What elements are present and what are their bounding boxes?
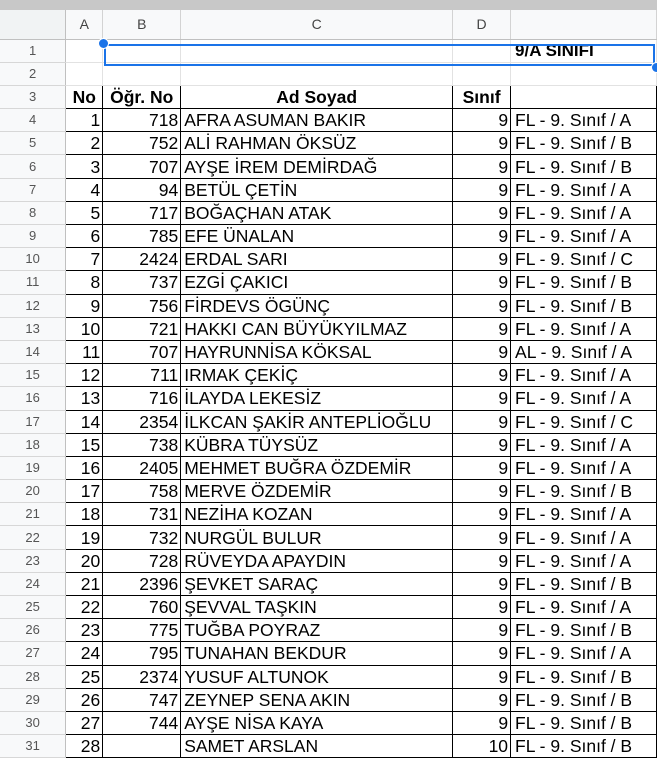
- cell[interactable]: [181, 39, 453, 62]
- cell-ogr-no[interactable]: 711: [103, 364, 181, 387]
- table-row: [0, 340, 657, 363]
- row-header[interactable]: 20: [0, 480, 66, 503]
- header-cell-empty[interactable]: [511, 85, 657, 108]
- cell-sinif[interactable]: 9: [453, 317, 511, 340]
- cell-ad-soyad[interactable]: ŞEVVAL TAŞKIN: [181, 596, 453, 619]
- row-header[interactable]: 10: [0, 248, 66, 271]
- cell[interactable]: [66, 62, 103, 85]
- row-header[interactable]: 6: [0, 155, 66, 178]
- cell[interactable]: [453, 39, 511, 62]
- sheet-table: [0, 10, 657, 758]
- cell-no[interactable]: 24: [66, 642, 103, 665]
- header-cell-ad-soyad[interactable]: Ad Soyad: [181, 85, 453, 108]
- row-header[interactable]: 31: [0, 735, 66, 758]
- cell-ad-soyad[interactable]: BOĞAÇHAN ATAK: [181, 201, 453, 224]
- cell-group[interactable]: FL - 9. Sınıf / A: [511, 456, 657, 479]
- cell-ad-soyad[interactable]: AFRA ASUMAN BAKIR: [181, 109, 453, 132]
- cell-group[interactable]: FL - 9. Sınıf / C: [511, 410, 657, 433]
- cell-ad-soyad[interactable]: EFE ÜNALAN: [181, 225, 453, 248]
- cell-ad-soyad[interactable]: NEZİHA KOZAN: [181, 503, 453, 526]
- cell-sinif[interactable]: 9: [453, 572, 511, 595]
- cell-ogr-no[interactable]: 744: [103, 711, 181, 734]
- cell-no[interactable]: 17: [66, 480, 103, 503]
- toolbar-edge: [0, 0, 657, 10]
- table-row: [0, 155, 657, 178]
- cell-sinif[interactable]: 9: [453, 688, 511, 711]
- row-header[interactable]: 25: [0, 596, 66, 619]
- cell-sinif[interactable]: 9: [453, 387, 511, 410]
- cell-ad-soyad[interactable]: IRMAK ÇEKİÇ: [181, 364, 453, 387]
- cell-ad-soyad[interactable]: RÜVEYDA APAYDIN: [181, 549, 453, 572]
- table-row: [0, 735, 657, 758]
- cell-group[interactable]: FL - 9. Sınıf / B: [511, 711, 657, 734]
- cell-no[interactable]: 12: [66, 364, 103, 387]
- cell-sinif[interactable]: 9: [453, 225, 511, 248]
- cell-no[interactable]: 16: [66, 456, 103, 479]
- table-row: [0, 271, 657, 294]
- cell-ad-soyad[interactable]: ALİ RAHMAN ÖKSÜZ: [181, 132, 453, 155]
- cell-ad-soyad[interactable]: MEHMET BUĞRA ÖZDEMİR: [181, 456, 453, 479]
- cell-ad-soyad[interactable]: FİRDEVS ÖGÜNÇ: [181, 294, 453, 317]
- cell-ogr-no[interactable]: 2424: [103, 248, 181, 271]
- cell-ogr-no[interactable]: 717: [103, 201, 181, 224]
- cell-no[interactable]: 25: [66, 665, 103, 688]
- column-header-a[interactable]: A: [66, 10, 103, 39]
- cell-no[interactable]: 8: [66, 271, 103, 294]
- cell-ad-soyad[interactable]: MERVE ÖZDEMİR: [181, 480, 453, 503]
- cell-group[interactable]: FL - 9. Sınıf / A: [511, 201, 657, 224]
- row-header[interactable]: 5: [0, 132, 66, 155]
- cell-group[interactable]: FL - 9. Sınıf / A: [511, 364, 657, 387]
- cell-ogr-no[interactable]: 756: [103, 294, 181, 317]
- cell-ogr-no[interactable]: 721: [103, 317, 181, 340]
- row-header[interactable]: 18: [0, 433, 66, 456]
- cell-sinif[interactable]: 9: [453, 201, 511, 224]
- row-header[interactable]: 28: [0, 665, 66, 688]
- row-header[interactable]: 11: [0, 271, 66, 294]
- row-header[interactable]: 29: [0, 688, 66, 711]
- cell-ad-soyad[interactable]: TUĞBA POYRAZ: [181, 619, 453, 642]
- row-header[interactable]: 21: [0, 503, 66, 526]
- cell-ogr-no[interactable]: 707: [103, 155, 181, 178]
- table-row: [0, 225, 657, 248]
- cell-sinif[interactable]: 9: [453, 503, 511, 526]
- cell-ogr-no[interactable]: 752: [103, 132, 181, 155]
- row-header[interactable]: 30: [0, 711, 66, 734]
- cell-group[interactable]: AL - 9. Sınıf / A: [511, 340, 657, 363]
- cell-sinif[interactable]: 10: [453, 735, 511, 758]
- row-header[interactable]: 13: [0, 317, 66, 340]
- cell[interactable]: [103, 39, 181, 62]
- cell-no[interactable]: 1: [66, 109, 103, 132]
- cell-ogr-no[interactable]: 2396: [103, 572, 181, 595]
- cell-group[interactable]: FL - 9. Sınıf / A: [511, 225, 657, 248]
- row-header[interactable]: 2: [0, 62, 66, 85]
- column-header-d[interactable]: D: [453, 10, 511, 39]
- cell-ad-soyad[interactable]: ERDAL SARI: [181, 248, 453, 271]
- row-header[interactable]: 3: [0, 85, 66, 108]
- row-header[interactable]: 26: [0, 619, 66, 642]
- cell-ad-soyad[interactable]: İLKCAN ŞAKİR ANTEPLİOĞLU: [181, 410, 453, 433]
- table-row: [0, 549, 657, 572]
- cell-group[interactable]: FL - 9. Sınıf / A: [511, 526, 657, 549]
- cell-no[interactable]: 6: [66, 225, 103, 248]
- cell-ogr-no[interactable]: 747: [103, 688, 181, 711]
- cell-ogr-no[interactable]: 2354: [103, 410, 181, 433]
- cell-group[interactable]: FL - 9. Sınıf / C: [511, 248, 657, 271]
- cell-ad-soyad[interactable]: YUSUF ALTUNOK: [181, 665, 453, 688]
- table-row: [0, 109, 657, 132]
- cell-no[interactable]: 27: [66, 711, 103, 734]
- cell-sinif[interactable]: 9: [453, 619, 511, 642]
- row-header[interactable]: 14: [0, 340, 66, 363]
- cell-no[interactable]: 9: [66, 294, 103, 317]
- cell[interactable]: [511, 62, 657, 85]
- cell-sinif[interactable]: 9: [453, 665, 511, 688]
- cell-no[interactable]: 2: [66, 132, 103, 155]
- cell[interactable]: [181, 62, 453, 85]
- table-row: [0, 456, 657, 479]
- cell-group[interactable]: FL - 9. Sınıf / A: [511, 433, 657, 456]
- cell-sinif[interactable]: 9: [453, 596, 511, 619]
- table-row: [0, 480, 657, 503]
- header-cell-no[interactable]: No: [66, 85, 103, 108]
- cell-group[interactable]: FL - 9. Sınıf / B: [511, 688, 657, 711]
- cell-ogr-no[interactable]: 732: [103, 526, 181, 549]
- select-all-corner[interactable]: [0, 10, 66, 39]
- cell-ad-soyad[interactable]: HAYRUNNİSA KÖKSAL: [181, 340, 453, 363]
- row-header[interactable]: 7: [0, 178, 66, 201]
- cell-ogr-no[interactable]: 2374: [103, 665, 181, 688]
- cell-ogr-no[interactable]: 737: [103, 271, 181, 294]
- cell-no[interactable]: 4: [66, 178, 103, 201]
- cell-ad-soyad[interactable]: TUNAHAN BEKDUR: [181, 642, 453, 665]
- table-row: [0, 503, 657, 526]
- cell-group[interactable]: FL - 9. Sınıf / B: [511, 155, 657, 178]
- cell-group[interactable]: FL - 9. Sınıf / B: [511, 271, 657, 294]
- table-row: [0, 619, 657, 642]
- cell-group[interactable]: FL - 9. Sınıf / B: [511, 665, 657, 688]
- selection-handle-top-left[interactable]: [98, 38, 109, 49]
- table-row: [0, 665, 657, 688]
- cell-ogr-no[interactable]: 758: [103, 480, 181, 503]
- cell-no[interactable]: 5: [66, 201, 103, 224]
- cell-no[interactable]: 10: [66, 317, 103, 340]
- row-header[interactable]: 8: [0, 201, 66, 224]
- table-row: [0, 201, 657, 224]
- cell-sinif[interactable]: 9: [453, 433, 511, 456]
- cell-ogr-no[interactable]: 707: [103, 340, 181, 363]
- cell-ad-soyad[interactable]: AYŞE İREM DEMİRDAĞ: [181, 155, 453, 178]
- cell-ad-soyad[interactable]: EZGİ ÇAKICI: [181, 271, 453, 294]
- cell-group[interactable]: FL - 9. Sınıf / B: [511, 480, 657, 503]
- cell-group[interactable]: FL - 9. Sınıf / A: [511, 317, 657, 340]
- cell-group[interactable]: FL - 9. Sınıf / B: [511, 294, 657, 317]
- cell-no[interactable]: 22: [66, 596, 103, 619]
- table-row: [0, 387, 657, 410]
- sheet-title-cell[interactable]: 9/A SINIFI: [511, 39, 657, 62]
- row-header[interactable]: 15: [0, 364, 66, 387]
- cell-sinif[interactable]: 9: [453, 642, 511, 665]
- cell-group[interactable]: FL - 9. Sınıf / B: [511, 735, 657, 758]
- row-header[interactable]: 19: [0, 456, 66, 479]
- cell-ogr-no[interactable]: 738: [103, 433, 181, 456]
- column-header-c[interactable]: C: [181, 10, 453, 39]
- row-header[interactable]: 9: [0, 225, 66, 248]
- cell-group[interactable]: FL - 9. Sınıf / A: [511, 596, 657, 619]
- table-row: [0, 364, 657, 387]
- cell-no[interactable]: 21: [66, 572, 103, 595]
- row-header[interactable]: 17: [0, 410, 66, 433]
- cell-group[interactable]: FL - 9. Sınıf / A: [511, 549, 657, 572]
- cell-ogr-no[interactable]: 718: [103, 109, 181, 132]
- cell-sinif[interactable]: 9: [453, 456, 511, 479]
- cell-ad-soyad[interactable]: NURGÜL BULUR: [181, 526, 453, 549]
- row-header[interactable]: 12: [0, 294, 66, 317]
- cell-sinif[interactable]: 9: [453, 155, 511, 178]
- cell-no[interactable]: 11: [66, 340, 103, 363]
- row-header[interactable]: 24: [0, 572, 66, 595]
- cell-no[interactable]: 23: [66, 619, 103, 642]
- row-header[interactable]: 27: [0, 642, 66, 665]
- row-header[interactable]: 1: [0, 39, 66, 62]
- cell-ogr-no[interactable]: 2405: [103, 456, 181, 479]
- cell-ogr-no[interactable]: 795: [103, 642, 181, 665]
- cell-ogr-no[interactable]: 731: [103, 503, 181, 526]
- table-row: [0, 433, 657, 456]
- row-header[interactable]: 22: [0, 526, 66, 549]
- cell-ad-soyad[interactable]: ZEYNEP SENA AKIN: [181, 688, 453, 711]
- cell-no[interactable]: 19: [66, 526, 103, 549]
- cell-group[interactable]: FL - 9. Sınıf / A: [511, 503, 657, 526]
- cell-group[interactable]: FL - 9. Sınıf / A: [511, 642, 657, 665]
- row-header[interactable]: 16: [0, 387, 66, 410]
- cell-ogr-no[interactable]: 785: [103, 225, 181, 248]
- cell-sinif[interactable]: 9: [453, 711, 511, 734]
- cell-ogr-no[interactable]: [103, 735, 181, 758]
- header-cell-sinif[interactable]: Sınıf: [453, 85, 511, 108]
- cell-group[interactable]: FL - 9. Sınıf / A: [511, 178, 657, 201]
- cell-sinif[interactable]: 9: [453, 364, 511, 387]
- cell-ogr-no[interactable]: 716: [103, 387, 181, 410]
- cell-group[interactable]: FL - 9. Sınıf / B: [511, 619, 657, 642]
- cell-ad-soyad[interactable]: AYŞE NİSA KAYA: [181, 711, 453, 734]
- cell-ogr-no[interactable]: 775: [103, 619, 181, 642]
- table-row: [0, 248, 657, 271]
- cell-group[interactable]: FL - 9. Sınıf / A: [511, 387, 657, 410]
- cell-sinif[interactable]: 9: [453, 271, 511, 294]
- cell[interactable]: [103, 62, 181, 85]
- cell-group[interactable]: FL - 9. Sınıf / B: [511, 572, 657, 595]
- cell-no[interactable]: 15: [66, 433, 103, 456]
- cell-ogr-no[interactable]: 760: [103, 596, 181, 619]
- cell-ad-soyad[interactable]: HAKKI CAN BÜYÜKYILMAZ: [181, 317, 453, 340]
- table-row: [0, 294, 657, 317]
- selection-handle-bottom-right[interactable]: [651, 62, 657, 73]
- header-cell-ogr-no[interactable]: Öğr. No: [103, 85, 181, 108]
- row-header[interactable]: 23: [0, 549, 66, 572]
- cell-no[interactable]: 14: [66, 410, 103, 433]
- cell-no[interactable]: 7: [66, 248, 103, 271]
- cell-no[interactable]: 13: [66, 387, 103, 410]
- cell-group[interactable]: FL - 9. Sınıf / B: [511, 132, 657, 155]
- cell-ad-soyad[interactable]: BETÜL ÇETİN: [181, 178, 453, 201]
- cell-no[interactable]: 3: [66, 155, 103, 178]
- table-row: [0, 688, 657, 711]
- cell-sinif[interactable]: 9: [453, 340, 511, 363]
- table-row: [0, 132, 657, 155]
- table-row: [0, 410, 657, 433]
- cell-sinif[interactable]: 9: [453, 109, 511, 132]
- spreadsheet-grid: [0, 10, 657, 768]
- table-row: [0, 526, 657, 549]
- cell-ad-soyad[interactable]: KÜBRA TÜYSÜZ: [181, 433, 453, 456]
- row-header[interactable]: 4: [0, 109, 66, 132]
- cell-ogr-no[interactable]: 728: [103, 549, 181, 572]
- table-row: [0, 178, 657, 201]
- cell-sinif[interactable]: 9: [453, 480, 511, 503]
- cell-sinif[interactable]: 9: [453, 132, 511, 155]
- cell-group[interactable]: FL - 9. Sınıf / A: [511, 109, 657, 132]
- cell[interactable]: [453, 62, 511, 85]
- cell-sinif[interactable]: 9: [453, 178, 511, 201]
- cell-ogr-no[interactable]: 94: [103, 178, 181, 201]
- cell-no[interactable]: 18: [66, 503, 103, 526]
- cell-sinif[interactable]: 9: [453, 294, 511, 317]
- column-header-e[interactable]: [511, 10, 657, 39]
- cell-sinif[interactable]: 9: [453, 248, 511, 271]
- table-row: [0, 572, 657, 595]
- cell-sinif[interactable]: 9: [453, 526, 511, 549]
- cell-no[interactable]: 28: [66, 735, 103, 758]
- cell-ad-soyad[interactable]: İLAYDA LEKESİZ: [181, 387, 453, 410]
- table-row: [0, 711, 657, 734]
- cell-sinif[interactable]: 9: [453, 549, 511, 572]
- cell-ad-soyad[interactable]: SAMET ARSLAN: [181, 735, 453, 758]
- cell-no[interactable]: 20: [66, 549, 103, 572]
- table-row: [0, 317, 657, 340]
- table-row: [0, 596, 657, 619]
- table-row: [0, 642, 657, 665]
- cell-ad-soyad[interactable]: ŞEVKET SARAÇ: [181, 572, 453, 595]
- column-header-b[interactable]: B: [103, 10, 181, 39]
- cell-sinif[interactable]: 9: [453, 410, 511, 433]
- cell-no[interactable]: 26: [66, 688, 103, 711]
